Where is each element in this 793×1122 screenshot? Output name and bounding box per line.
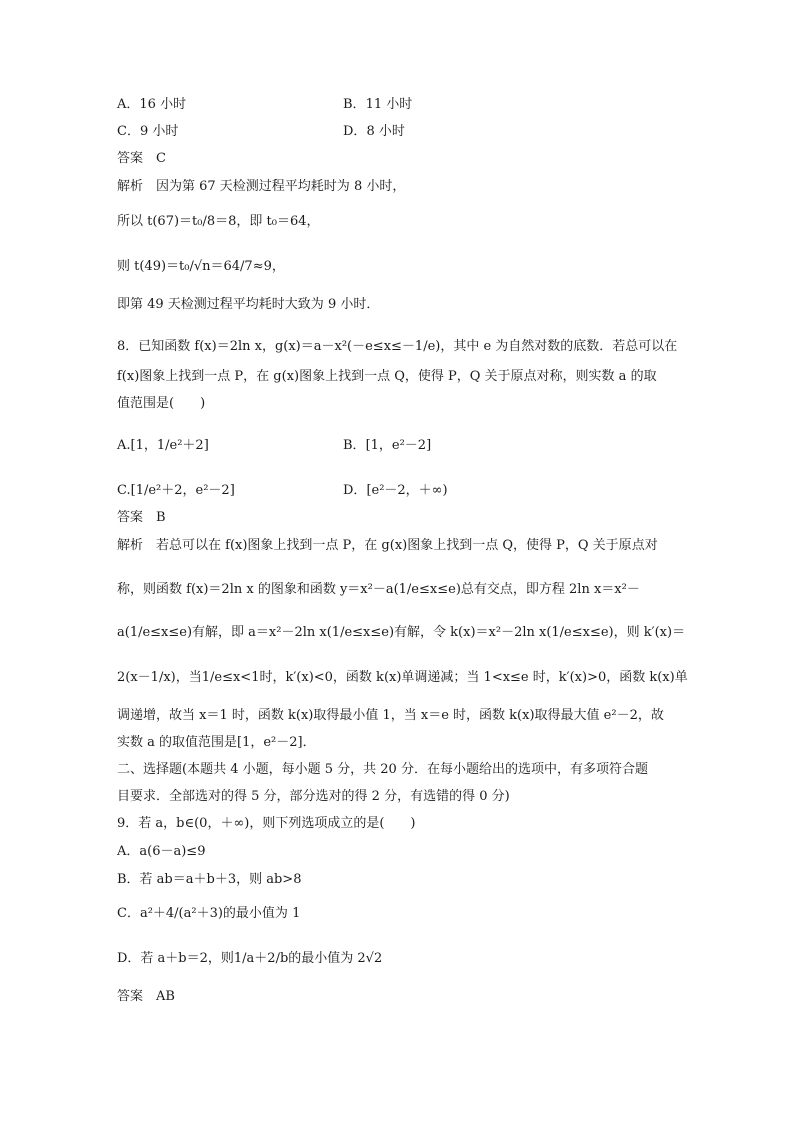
q8-analysis-line-4: 2(x－1/x)，当1/e≤x<1时，k′(x)<0，函数 k(x)单调递减；当 1<x≤e 时，k′(x)>0，函数 k(x)单 bbox=[117, 670, 688, 685]
q8-stem-line-1: 8．已知函数 f(x)＝2ln x，g(x)＝a－x²(－e≤x≤－1/e)，其中 e 为自然对数的底数．若总可以在 bbox=[117, 339, 678, 354]
q7-option-b: B．11 小时 bbox=[343, 97, 413, 112]
q7-analysis-line-2: 所以 t(67)＝t₀/8＝8，即 t₀＝64， bbox=[117, 214, 320, 229]
q9-answer: 答案 AB bbox=[117, 989, 175, 1004]
q7-option-a: A．16 小时 bbox=[117, 97, 187, 112]
q8-option-b: B．[1，e²－2] bbox=[343, 438, 432, 453]
q9-option-d: D．若 a＋b＝2，则1/a＋2/b的最小值为 2√2 bbox=[117, 951, 383, 966]
q8-analysis-line-1: 解析 若总可以在 f(x)图象上找到一点 P，在 g(x)图象上找到一点 Q，使得 P，Q 关于原点对 bbox=[117, 538, 658, 553]
q9-option-a: A．a(6－a)≤9 bbox=[117, 844, 206, 859]
q8-analysis-line-3: a(1/e≤x≤e)有解，即 a＝x²－2ln x(1/e≤x≤e)有解，令 k(x)＝x²－2ln x(1/e≤x≤e)，则 k′(x)＝ bbox=[117, 625, 686, 640]
q8-option-d: D．[e²－2，＋∞) bbox=[343, 483, 448, 498]
q8-stem-line-3: 值范围是( ) bbox=[117, 396, 206, 411]
q9-option-c: C．a²＋4/(a²＋3)的最小值为 1 bbox=[117, 906, 301, 921]
q8-answer: 答案 B bbox=[117, 510, 166, 525]
section-2-heading-line-2: 目要求．全部选对的得 5 分，部分选对的得 2 分，有选错的得 0 分) bbox=[117, 789, 510, 804]
q8-stem-line-2: f(x)图象上找到一点 P，在 g(x)图象上找到一点 Q，使得 P，Q 关于原点对称，则实数 a 的取 bbox=[117, 369, 657, 384]
q7-analysis-line-4: 即第 49 天检测过程平均耗时大致为 9 小时． bbox=[117, 297, 380, 312]
q7-answer: 答案 C bbox=[117, 151, 166, 166]
q7-analysis-line-3: 则 t(49)＝t₀/√n＝64/7≈9， bbox=[117, 259, 285, 274]
q8-option-c: C.[1/e²＋2，e²－2] bbox=[117, 483, 235, 498]
q8-analysis-line-6: 实数 a 的取值范围是[1，e²－2]． bbox=[117, 735, 316, 750]
q9-option-b: B．若 ab＝a＋b＋3，则 ab>8 bbox=[117, 872, 302, 887]
q7-analysis-line-1: 解析 因为第 67 天检测过程平均耗时为 8 小时， bbox=[117, 179, 406, 194]
q9-stem: 9．若 a，b∈(0，＋∞)，则下列选项成立的是( ) bbox=[117, 816, 416, 831]
q7-option-d: D．8 小时 bbox=[343, 124, 405, 139]
section-2-heading-line-1: 二、选择题(本题共 4 小题，每小题 5 分，共 20 分．在每小题给出的选项中，有多项符合题 bbox=[117, 762, 648, 777]
q7-option-c: C．9 小时 bbox=[117, 124, 179, 139]
q8-analysis-line-2: 称，则函数 f(x)＝2ln x 的图象和函数 y＝x²－a(1/e≤x≤e)总有交点，即方程 2ln x＝x²－ bbox=[117, 582, 640, 597]
q8-option-a: A.[1，1/e²＋2] bbox=[117, 438, 209, 453]
q8-analysis-line-5: 调递增，故当 x＝1 时，函数 k(x)取得最小值 1，当 x＝e 时，函数 k(x)取得最大值 e²－2，故 bbox=[117, 708, 664, 723]
